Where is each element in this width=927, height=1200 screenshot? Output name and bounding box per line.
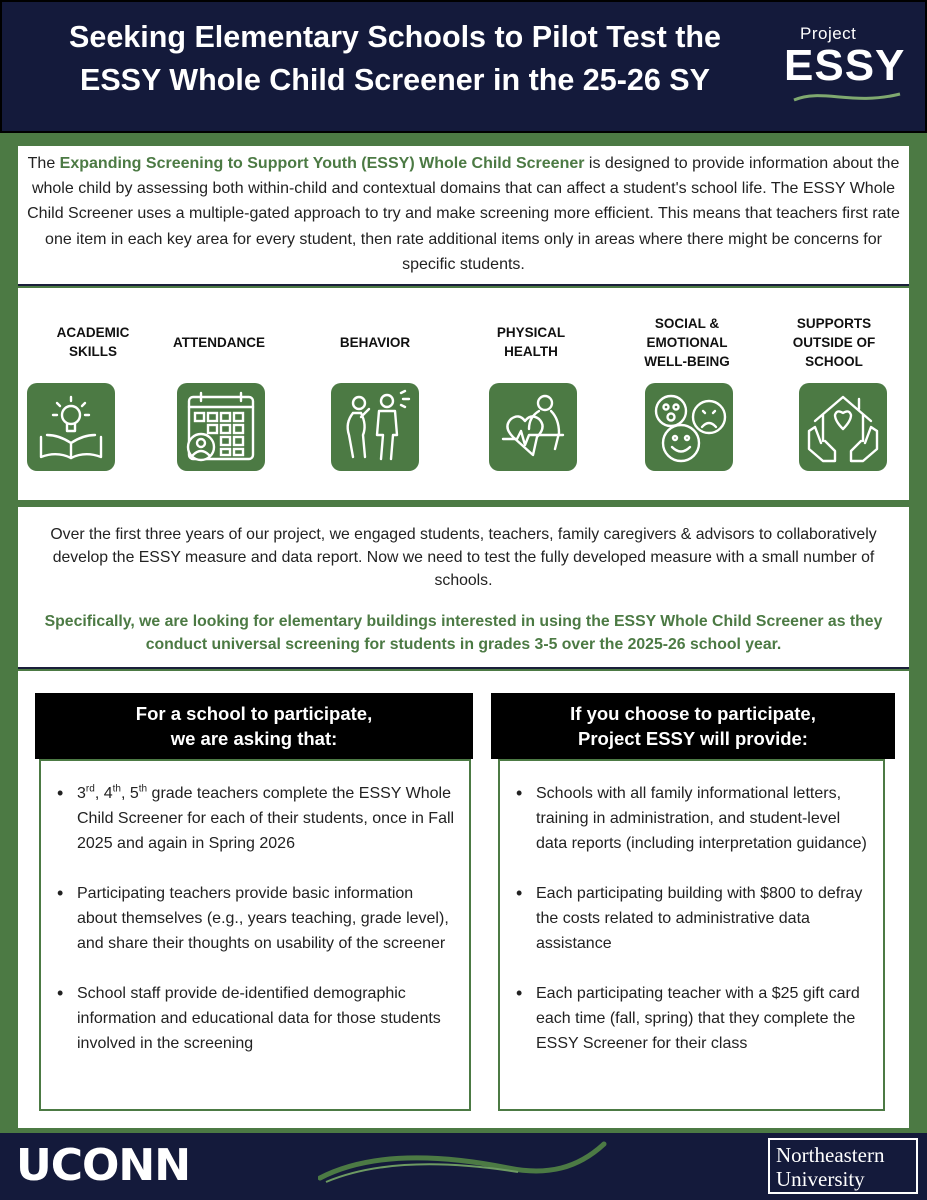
- logo-project-text: Project: [800, 24, 857, 43]
- home-hands-icon: [799, 383, 887, 471]
- logo-essy-text: ESSY: [784, 41, 906, 90]
- asking-item: • School staff provide de-identified demographic information and educational data for those students involved in the screening: [55, 981, 457, 1056]
- domains-panel: [18, 288, 909, 500]
- logo-swoosh-icon: [792, 86, 902, 106]
- emotion-faces-icon: [645, 383, 733, 471]
- uconn-logo: UCONN: [16, 1140, 191, 1191]
- intro-prefix: The: [27, 155, 60, 172]
- provide-box: [498, 759, 885, 1111]
- domain-label: BEHAVIOR: [339, 334, 411, 350]
- provide-item: • Schools with all family informational letters, training in administration, and student-level data reports (including interpretation guidance): [514, 781, 871, 856]
- heart-health-icon: [489, 383, 577, 471]
- provide-heading: If you choose to participate, Project ESSY will provide:: [491, 693, 895, 759]
- domain-label: SOCIAL & EMOTIONAL WELL-BEING: [644, 315, 730, 369]
- domain-label: PHYSICAL HEALTH: [496, 325, 566, 359]
- book-lightbulb-icon: [27, 383, 115, 471]
- asking-item: • 3rd, 4th, 5th grade teachers complete the ESSY Whole Child Screener for each of their students, once in Fall 2025 and again in Spring 2026: [55, 781, 457, 856]
- project-panel: [18, 507, 909, 669]
- footer-swoosh-icon: [318, 1138, 608, 1188]
- page-title: [20, 16, 770, 102]
- provide-item: • Each participating teacher with a $25 gift card each time (fall, spring) that they complete the ESSY Screener for their class: [514, 981, 871, 1056]
- domain-label: SUPPORTS OUTSIDE OF SCHOOL: [792, 315, 876, 369]
- project-essy-logo: [780, 18, 910, 103]
- title-line-1: Seeking Elementary Schools to Pilot Test the: [69, 20, 721, 54]
- domain-label: ATTENDANCE: [173, 334, 265, 350]
- intro-body: is designed to provide information about the whole child by assessing both within-child and contextual domains that can affect a student's school life. The ESSY Whole Child Screener uses a multiple-gated approach to try and make screening more efficient. This means that teachers first rate one item in each key area for every student, then rate additional items only in areas where there might be concerns for specific students.: [27, 155, 900, 273]
- calendar-person-icon: [177, 383, 265, 471]
- intro-highlight: Expanding Screening to Support Youth (ESSY) Whole Child Screener: [59, 155, 585, 172]
- participation-panel: [18, 671, 909, 1128]
- asking-item: • Participating teachers provide basic information about themselves (e.g., years teaching, grade level), and share their thoughts on usability of the screener: [55, 881, 457, 956]
- provide-item: • Each participating building with $800 to defray the costs related to administrative data assistance: [514, 881, 871, 956]
- project-description: Over the first three years of our project, we engaged students, teachers, family caregivers & advisors to collaboratively develop the ESSY measure and data report. Now we need to test the fully developed measure with a small number of schools.: [50, 526, 877, 589]
- header-banner: [0, 0, 927, 133]
- asking-box: [39, 759, 471, 1111]
- northeastern-logo: Northeastern University: [768, 1138, 918, 1194]
- intro-panel: [18, 146, 909, 286]
- title-line-2: ESSY Whole Child Screener in the 25-26 SY: [80, 63, 710, 97]
- people-talking-icon: [331, 383, 419, 471]
- project-highlight: Specifically, we are looking for elementary buildings interested in using the ESSY Whole Child Screener as they conduct universal screening for students in grades 3-5 over the 2025-26 school year.: [44, 613, 883, 653]
- domain-label: ACADEMIC SKILLS: [56, 325, 130, 359]
- asking-heading: For a school to participate, we are asking that:: [35, 693, 473, 759]
- intro-paragraph: [26, 151, 901, 277]
